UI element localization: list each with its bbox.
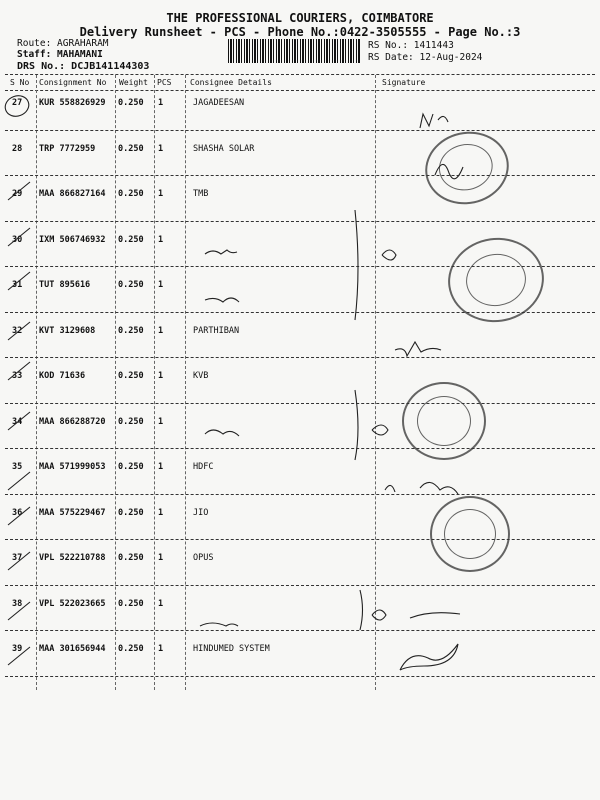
row-pieces: 1 <box>158 325 164 336</box>
handwritten-signature <box>200 623 238 626</box>
handwritten-tick-line <box>355 210 363 630</box>
row-serial-number: 30 <box>12 234 23 245</box>
row-pieces: 1 <box>158 598 164 609</box>
row-consignment-number: MAA 866827164 <box>39 189 106 199</box>
row-serial-number: 35 <box>12 462 23 472</box>
row-consignee-details: TMB <box>193 189 209 199</box>
row-serial-number: 38 <box>12 598 23 609</box>
column-header-signature: Signature <box>382 78 426 87</box>
row-consignment-number: MAA 301656944 <box>39 644 106 654</box>
column-header-details: Consignee Details <box>190 78 272 87</box>
row-pieces: 1 <box>158 98 164 108</box>
row-consignment-number: KVT 3129608 <box>39 325 96 336</box>
row-consignment-number: VPL 522210788 <box>39 553 106 563</box>
row-consignee-details: JIO <box>193 507 209 518</box>
row-pieces: 1 <box>158 371 164 381</box>
row-serial-number: 29 <box>12 189 23 199</box>
handwritten-signature <box>435 164 463 178</box>
row-pieces: 1 <box>158 189 164 199</box>
row-consignee-details: HINDUMED SYSTEM <box>193 644 270 654</box>
handwritten-circle <box>2 92 31 119</box>
row-serial-number: 28 <box>12 143 23 154</box>
column-header-consignment: Consignment No <box>39 78 107 87</box>
row-serial-number: 37 <box>12 553 23 563</box>
column-header-weight: Weight <box>119 78 148 87</box>
row-weight: 0.250 <box>118 416 144 427</box>
row-serial-number: 32 <box>12 325 23 336</box>
row-weight: 0.250 <box>118 280 144 290</box>
row-consignment-number: MAA 866288720 <box>39 416 106 427</box>
row-pieces: 1 <box>158 416 164 427</box>
row-serial-number: 33 <box>12 371 23 381</box>
handwritten-slash <box>8 182 30 665</box>
row-consignee-details: OPUS <box>193 553 214 563</box>
row-serial-number: 31 <box>12 280 23 290</box>
row-weight: 0.250 <box>118 143 144 154</box>
row-consignment-number: VPL 522023665 <box>39 598 106 609</box>
handwritten-signature <box>205 430 239 436</box>
row-consignee-details: SHASHA SOLAR <box>193 143 255 154</box>
row-consignee-details: HDFC <box>193 462 214 472</box>
row-weight: 0.250 <box>118 98 144 108</box>
row-pieces: 1 <box>158 644 164 654</box>
row-serial-number: 39 <box>12 644 23 654</box>
row-pieces: 1 <box>158 280 164 290</box>
row-consignee-details: KVB <box>193 371 209 381</box>
handwritten-signature <box>385 482 458 494</box>
handwritten-signature <box>420 114 448 128</box>
handwritten-signature <box>410 613 460 618</box>
row-pieces: 1 <box>158 462 164 472</box>
rs-number: RS No.: 1411443 <box>368 40 454 51</box>
row-pieces: 1 <box>158 143 164 154</box>
row-consignee-details: PARTHIBAN <box>193 325 240 336</box>
row-consignment-number: TRP 7772959 <box>39 143 96 154</box>
column-header-pcs: PCS <box>157 78 172 87</box>
handwritten-circle <box>372 250 396 620</box>
row-consignment-number: TUT 895616 <box>39 280 91 290</box>
row-weight: 0.250 <box>118 189 144 199</box>
row-weight: 0.250 <box>118 371 144 381</box>
row-weight: 0.250 <box>118 553 144 563</box>
row-consignment-number: KOD 71636 <box>39 371 86 381</box>
row-weight: 0.250 <box>118 507 144 518</box>
header-subtitle: Delivery Runsheet - PCS - Phone No.:0422-3505555 - Page No.:3 <box>79 25 521 39</box>
drs-number: DRS No.: DCJB141144303 <box>17 61 150 72</box>
row-weight: 0.250 <box>118 598 144 609</box>
header-title: THE PROFESSIONAL COURIERS, COIMBATORE <box>166 11 434 25</box>
row-consignment-number: MAA 575229467 <box>39 507 106 518</box>
row-weight: 0.250 <box>118 325 144 336</box>
handwritten-signature <box>205 250 237 254</box>
row-weight: 0.250 <box>118 462 144 472</box>
row-pieces: 1 <box>158 234 164 245</box>
rs-date: RS Date: 12-Aug-2024 <box>368 52 483 63</box>
handwritten-signature <box>395 342 441 356</box>
handwritten-signature <box>400 644 458 670</box>
row-consignment-number: MAA 571999053 <box>39 462 106 472</box>
staff-label: Staff: MAHAMANI <box>17 49 103 60</box>
row-consignment-number: KUR 558826929 <box>39 98 106 108</box>
row-serial-number: 34 <box>12 416 23 427</box>
row-serial-number: 27 <box>12 98 23 108</box>
row-consignment-number: IXM 506746932 <box>39 234 106 245</box>
row-pieces: 1 <box>158 553 164 563</box>
row-pieces: 1 <box>158 507 164 518</box>
handwritten-signature <box>205 298 239 302</box>
row-consignee-details: JAGADEESAN <box>193 98 245 108</box>
route-label: Route: AGRAHARAM <box>17 38 109 49</box>
row-weight: 0.250 <box>118 234 144 245</box>
column-header-sno: S No <box>10 78 30 87</box>
row-serial-number: 36 <box>12 507 23 518</box>
row-weight: 0.250 <box>118 644 144 654</box>
